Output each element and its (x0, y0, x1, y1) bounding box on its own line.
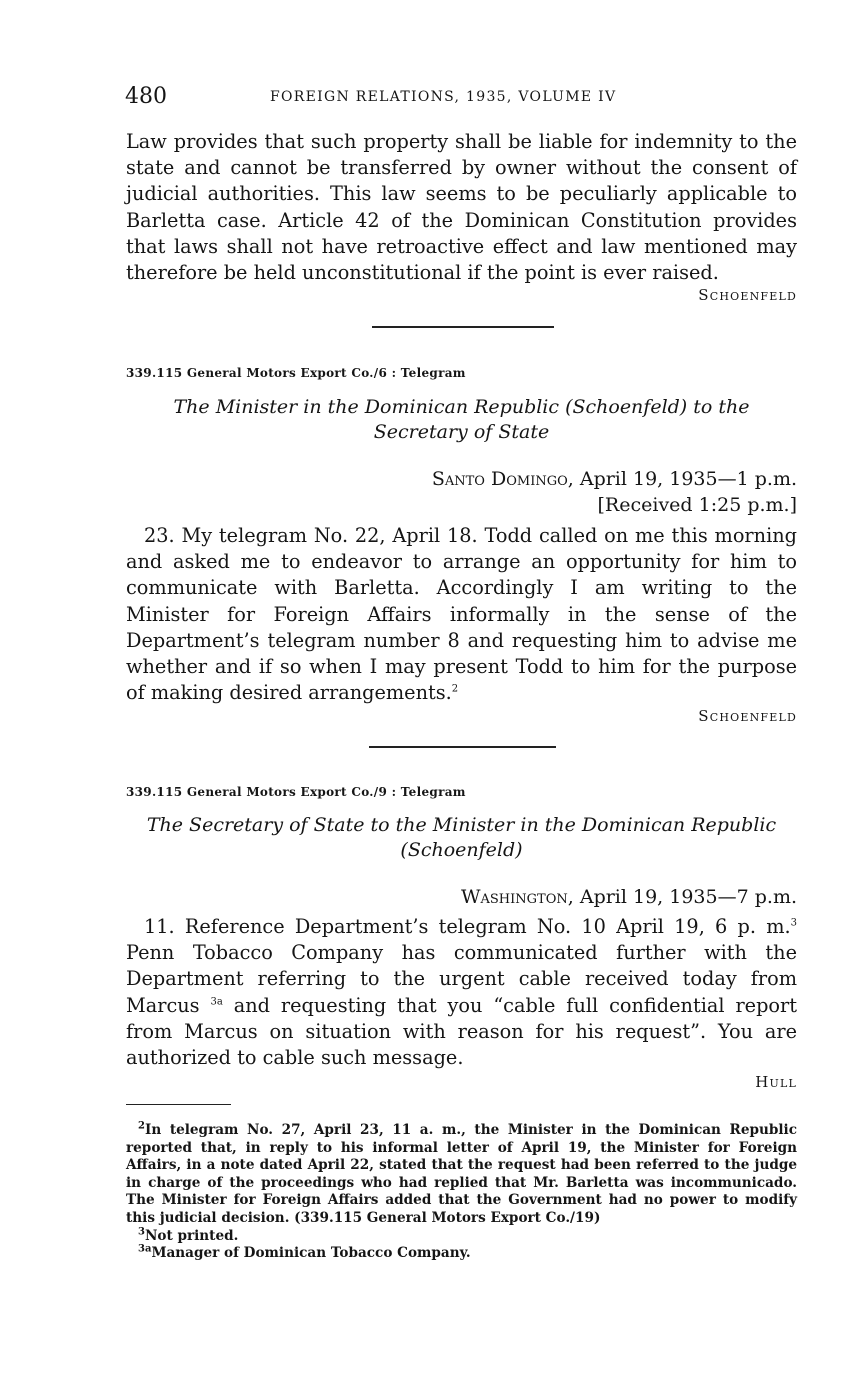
heading-line: The Minister in the Dominican Republic (Schoenfeld) to the (173, 396, 750, 418)
footnote (126, 1228, 797, 1246)
footnote-marker: 3 (790, 917, 797, 929)
dateline-time: April 19, 1935—7 p.m. (579, 886, 797, 908)
file-reference: 339.115 General Motors Export Co./6 : Telegram (126, 366, 466, 380)
section-divider (372, 326, 554, 328)
footnote (126, 1122, 797, 1228)
footnote-rule (126, 1104, 231, 1105)
footnote-marker: 3a (210, 996, 223, 1008)
footnote-mark: 3a (138, 1243, 152, 1255)
footnote-mark: 3 (138, 1226, 145, 1238)
telegram-body (126, 523, 797, 706)
footnote-text: Not printed. (144, 1227, 239, 1244)
footnote-text: Manager of Dominican Tobacco Company. (151, 1245, 471, 1262)
telegram-text: Penn Tobacco Company has communicated further with the Department referring to the urgent cable received today from Marcus (126, 941, 797, 1017)
running-title: FOREIGN RELATIONS, 1935, VOLUME IV (270, 89, 617, 105)
footnote (126, 1245, 797, 1263)
received-note: [Received 1:25 p.m.] (597, 493, 797, 516)
heading-line: (Schoenfeld) (400, 839, 523, 861)
section-divider (369, 746, 556, 748)
footnote-mark: 2 (138, 1120, 145, 1132)
telegram-text: 23. My telegram No. 22, April 18. Todd called on me this morning and asked me to endeavor to arrange an opportunity for him to communicate with Barletta. Accordingly I am writing to the Minister for Foreign Affairs informally in the sense of the Department’s telegram number 8 and requesting him to advise me whether and if so when I may present Todd to him for the purpose of making desired arrangements. (126, 524, 797, 705)
dateline-time: April 19, 1935—1 p.m. (579, 468, 797, 490)
document-heading (126, 813, 797, 863)
section-continuation (126, 129, 797, 286)
telegram-text: 11. Reference Department’s telegram No. 10 April 19, 6 p. m. (144, 915, 791, 938)
signature-schoenfeld-2: Schoenfeld (698, 707, 797, 725)
dateline-place: Santo Domingo, (431, 468, 574, 490)
continuation-paragraph: Law provides that such property shall be liable for indemnity to the state and cannot be transferred by owner without the consent of judicial authorities. This law seems to be peculiarly applicable to Barletta case. Article 42 of the Dominican Constitution provides that laws shall not have retroactive effect and law mentioned may therefore be held unconstitutional if the point is ever raised. (126, 130, 797, 285)
heading-line: The Secretary of State to the Minister in the Dominican Republic (146, 814, 777, 836)
telegram-paragraph (126, 523, 797, 706)
signature-schoenfeld-1: Schoenfeld (698, 286, 797, 304)
dateline-date (126, 885, 797, 911)
footnote-text: In telegram No. 27, April 23, 11 a. m., the Minister in the Dominican Republic reported that, in reply to his informal letter of April 19, the Minister for Foreign Affairs, in a note dated April 22, stated that the request had been referred to the judge in charge of the proceedings who had replied that Mr. Barletta was incommunicado. The Minister for Foreign Affairs added that the Government had no power to modify this judicial decision. (339.115 General Motors Export Co./19) (126, 1122, 797, 1226)
page-number: 480 (125, 84, 167, 109)
footnote-marker: 2 (451, 683, 459, 695)
dateline-place: Washington, (460, 886, 574, 908)
telegram-paragraph (126, 914, 797, 1071)
dateline-date (126, 467, 797, 493)
running-head (125, 84, 797, 114)
telegram-body (126, 914, 797, 1071)
signature-hull: Hull (755, 1073, 797, 1091)
dateline (126, 885, 797, 911)
footnotes (126, 1122, 797, 1263)
file-reference: 339.115 General Motors Export Co./9 : Telegram (126, 785, 466, 799)
heading-line: Secretary of State (373, 421, 550, 443)
document-heading (126, 395, 797, 445)
telegram-text: and requesting that you “cable full confidential report from Marcus on situation with reason for his request”. You are authorized to cable such message. (126, 993, 797, 1070)
dateline (126, 467, 797, 518)
